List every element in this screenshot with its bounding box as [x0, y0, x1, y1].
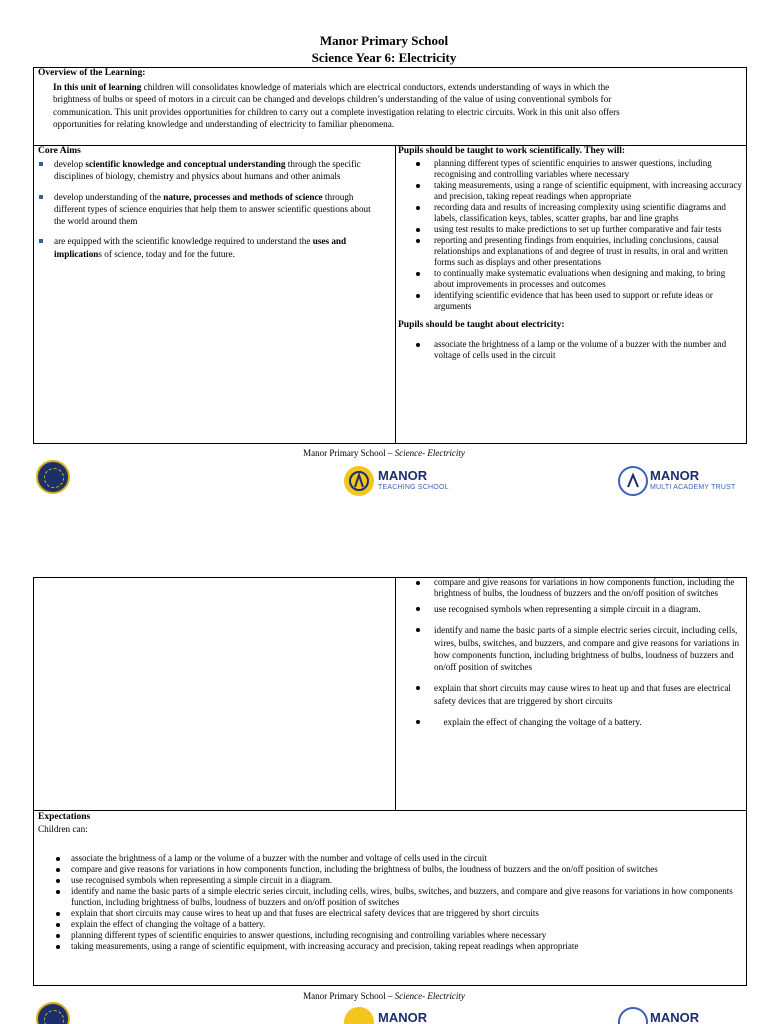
- core-aims-heading: Core Aims: [38, 146, 81, 156]
- list-item: taking measurements, using a range of scientific equipment, with increasing accuracy and precision, taking repeat readings when appropriate: [398, 180, 745, 202]
- list-item: to continually make systematic evaluations when designing and making, to bring about improvements in processes and outcomes: [398, 268, 745, 290]
- page-title: Manor Primary School: [319, 33, 449, 48]
- table-divider: [395, 145, 396, 444]
- work-scientifically-heading: Pupils should be taught to work scientifically. They will:: [398, 146, 626, 156]
- list-item: identify and name the basic parts of a simple electric series circuit, including cells, wires, bulbs, switches, and buzzers, and compare and give reasons for variations in how components function, including brightness of bulbs, loudness of buzzers and on/off position of switches: [398, 624, 745, 673]
- work-scientifically-section: [398, 146, 745, 361]
- about-electricity-heading: Pupils should be taught about electricity:: [398, 320, 565, 330]
- about-electricity-list: [398, 603, 745, 728]
- about-electricity-continued: [398, 577, 745, 728]
- list-item: associate the brightness of a lamp or the volume of a buzzer with the number and voltage of cells used in the circuit: [398, 339, 745, 361]
- expectations-intro: Children can:: [38, 824, 88, 834]
- work-scientifically-list: [398, 158, 745, 312]
- manor-teaching-school-logo: MANOR TEACHING SCHOOL: [344, 465, 454, 497]
- core-aims-section: [38, 146, 388, 260]
- overview-line: communication. This unit provides opportunities for children to carry out a complete investigation relating to electric circuits. Work in this unit also offers: [53, 106, 620, 117]
- list-item: compare and give reasons for variations in how components function, including the brightness of bulbs, the loudness of buzzers and the on/off position of switches: [38, 864, 738, 875]
- list-item: develop scientific knowledge and conceptual understanding through the specific disciplines of biology, chemistry and physics about humans and other animals: [38, 158, 388, 183]
- manor-multi-academy-trust-logo: MANOR MULTI ACADEMY TRUST: [618, 465, 738, 497]
- manor-multi-academy-trust-logo: MANOR: [618, 1006, 738, 1024]
- list-item: planning different types of scientific enquiries to answer questions, including recognising and controlling variables where necessary: [38, 930, 738, 941]
- list-item: are equipped with the scientific knowledge required to understand the uses and implications of science, today and for the future.: [38, 235, 388, 260]
- circle-figures-icon: [344, 1007, 374, 1024]
- page-footer: Manor Primary School – Science- Electricity: [303, 991, 465, 1001]
- overview-line: children will consolidates knowledge of materials which are electrical conductors, extends understanding of ways in which the: [141, 82, 610, 92]
- about-electricity-list: [398, 339, 745, 361]
- list-item: use recognised symbols when representing a simple circuit in a diagram.: [398, 603, 745, 615]
- core-aims-list: [38, 158, 388, 260]
- list-item: planning different types of scientific enquiries to answer questions, including recognising and controlling variables where necessary: [398, 158, 745, 180]
- list-item: taking measurements, using a range of scientific equipment, with increasing accuracy and precision, taking repeat readings when appropriate: [38, 941, 738, 952]
- overview-lead: In this unit of learning: [53, 82, 142, 92]
- list-item: explain the effect of changing the voltage of a battery.: [38, 919, 738, 930]
- circle-figures-icon: [618, 1007, 648, 1024]
- overview-section: [38, 68, 744, 130]
- page-footer: Manor Primary School – Science- Electricity: [303, 448, 465, 458]
- school-crest-logo: [36, 460, 70, 494]
- overview-text: [38, 81, 744, 130]
- about-electricity-list: [398, 577, 745, 599]
- circle-figures-icon: [344, 466, 374, 496]
- list-item: explain the effect of changing the voltage of a battery.: [398, 716, 745, 728]
- manor-teaching-school-logo: MANOR: [344, 1006, 454, 1024]
- list-item: identify and name the basic parts of a simple electric series circuit, including cells, wires, bulbs, switches, and buzzers, and compare and give reasons for variations in how components function, including brightness of bulbs, loudness of buzzers and on/off position of switches: [38, 886, 738, 908]
- list-item: use recognised symbols when representing a simple circuit in a diagram.: [38, 875, 738, 886]
- list-item: explain that short circuits may cause wires to heat up and that fuses are electrical safety devices that are triggered by short circuits: [398, 682, 745, 707]
- circle-figures-icon: [618, 466, 648, 496]
- expectations-section: [38, 812, 744, 952]
- list-item: recording data and results of increasing complexity using scientific diagrams and labels, classification keys, tables, scatter graphs, bar and line graphs: [398, 202, 745, 224]
- table-divider: [395, 577, 396, 810]
- page-subtitle: Science Year 6: Electricity: [311, 50, 457, 65]
- list-item: compare and give reasons for variations in how components function, including the brightness of bulbs, the loudness of buzzers and the on/off position of switches: [398, 577, 745, 599]
- table-divider: [33, 810, 747, 811]
- expectations-heading: Expectations: [38, 812, 91, 822]
- list-item: reporting and presenting findings from enquiries, including conclusions, causal relationships and explanations of and degree of trust in results, in oral and written forms such as displays and other presentations: [398, 235, 745, 268]
- list-item: identifying scientific evidence that has been used to support or refute ideas or arguments: [398, 290, 745, 312]
- list-item: using test results to make predictions to set up further comparative and fair tests: [398, 224, 745, 235]
- list-item: develop understanding of the nature, processes and methods of science through different types of science enquiries that help them to answer scientific questions about the world around them: [38, 191, 388, 228]
- list-item: associate the brightness of a lamp or the volume of a buzzer with the number and voltage of cells used in the circuit: [38, 853, 738, 864]
- expectations-list: [38, 853, 744, 952]
- school-crest-logo: [36, 1002, 70, 1024]
- overview-line: opportunities for relating knowledge and understanding of electricity to familiar phenomena.: [53, 118, 395, 129]
- overview-heading: Overview of the Learning:: [38, 68, 146, 78]
- overview-line: brightness of bulbs or speed of motors in a circuit can be changed and develops children’s understanding of the value of using conventional symbols for: [53, 94, 612, 105]
- list-item: explain that short circuits may cause wires to heat up and that fuses are electrical safety devices that are triggered by short circuits: [38, 908, 738, 919]
